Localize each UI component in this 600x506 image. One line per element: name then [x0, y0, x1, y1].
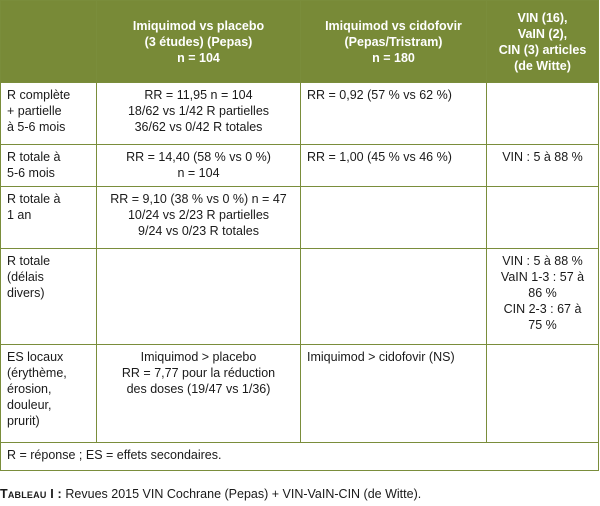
footnote: R = réponse ; ES = effets secondaires. [1, 443, 599, 471]
cell-de-witte [487, 345, 599, 443]
cell-line: RR = 14,40 (58 % vs 0 %) [126, 150, 271, 164]
table-row [1, 83, 599, 145]
table-row [1, 249, 599, 345]
cell-line: RR = 11,95 n = 104 [144, 88, 253, 102]
cell-placebo [97, 187, 301, 249]
cell-line: 36/62 vs 0/42 R totales [134, 120, 263, 134]
cell-line: R totale à [7, 192, 61, 206]
header-line: Imiquimod vs placebo [132, 18, 265, 33]
cell-line: 10/24 vs 2/23 R partielles [127, 208, 270, 222]
header-imiquimod-vs-cidofovir [301, 1, 487, 83]
cell-line: R totale à [7, 150, 61, 164]
cell-placebo [97, 249, 301, 345]
header-line: (Pepas/Tristram) [344, 34, 443, 49]
header-line: VaIN (2), [517, 26, 568, 41]
cell-placebo [97, 345, 301, 443]
caption-tag: Tableau I : [0, 487, 62, 501]
cell-line: RR = 0,92 (57 % vs 62 %) [307, 88, 452, 102]
cell-line: des doses (19/47 vs 1/36) [126, 382, 271, 396]
cell-cidofovir [301, 249, 487, 345]
cell-line: divers) [7, 286, 45, 300]
cell-line: (érythème, [7, 366, 67, 380]
cell-line: 86 % [528, 286, 557, 300]
cell-line: 1 an [7, 208, 32, 222]
table-header-row [1, 1, 599, 83]
cell-line: prurit) [7, 414, 40, 428]
cell-line: n = 104 [177, 166, 220, 180]
cell-placebo [97, 145, 301, 187]
table-caption [0, 487, 421, 501]
cell-line: Imiquimod > cidofovir (NS) [307, 350, 455, 364]
header-line: n = 104 [177, 50, 220, 65]
cell-line: RR = 1,00 (45 % vs 46 %) [307, 150, 452, 164]
header-line: (3 études) (Pepas) [144, 34, 253, 49]
cell-line: 75 % [528, 318, 557, 332]
cell-line: VIN : 5 à 88 % [502, 254, 583, 268]
cell-line: VaIN 1-3 : 57 à [500, 270, 585, 284]
header-line: Imiquimod vs cidofovir [325, 18, 462, 33]
footnote-row [1, 443, 599, 471]
cell-line: R totale [7, 254, 51, 268]
cell-cidofovir [301, 187, 487, 249]
cell-line: R complète [7, 88, 71, 102]
cell-cidofovir [301, 83, 487, 145]
cell-line: RR = 7,77 pour la réduction [121, 366, 276, 380]
row-label [1, 187, 97, 249]
cell-line: à 5-6 mois [7, 120, 66, 134]
cell-placebo [97, 83, 301, 145]
cell-line: (délais [7, 270, 44, 284]
cell-line: 18/62 vs 1/42 R partielles [127, 104, 270, 118]
cell-line: CIN 2-3 : 67 à [503, 302, 582, 316]
cell-line: VIN : 5 à 88 % [502, 150, 583, 164]
row-label [1, 249, 97, 345]
header-corner [1, 1, 97, 83]
table-row [1, 345, 599, 443]
header-de-witte [487, 1, 599, 83]
cell-cidofovir [301, 145, 487, 187]
cell-de-witte [487, 187, 599, 249]
cell-line: ES locaux [7, 350, 64, 364]
row-label [1, 83, 97, 145]
cell-cidofovir [301, 345, 487, 443]
header-line: (de Witte) [514, 58, 571, 73]
cell-de-witte [487, 145, 599, 187]
header-line: VIN (16), [517, 10, 568, 25]
cell-line: douleur, [7, 398, 52, 412]
table-row [1, 145, 599, 187]
table-row [1, 187, 599, 249]
cell-line: + partielle [7, 104, 62, 118]
cell-de-witte [487, 83, 599, 145]
header-line: n = 180 [372, 50, 415, 65]
cell-line: RR = 9,10 (38 % vs 0 %) n = 47 [110, 192, 287, 206]
cell-line: Imiquimod > placebo [140, 350, 257, 364]
row-label [1, 145, 97, 187]
header-imiquimod-vs-placebo [97, 1, 301, 83]
cell-line: érosion, [7, 382, 52, 396]
cell-line: 5-6 mois [7, 166, 55, 180]
row-label [1, 345, 97, 443]
cell-de-witte [487, 249, 599, 345]
caption-text: Revues 2015 VIN Cochrane (Pepas) + VIN-VaIN-CIN (de Witte). [61, 487, 422, 501]
cell-line: 9/24 vs 0/23 R totales [138, 224, 259, 238]
header-line: CIN (3) articles [498, 42, 587, 57]
